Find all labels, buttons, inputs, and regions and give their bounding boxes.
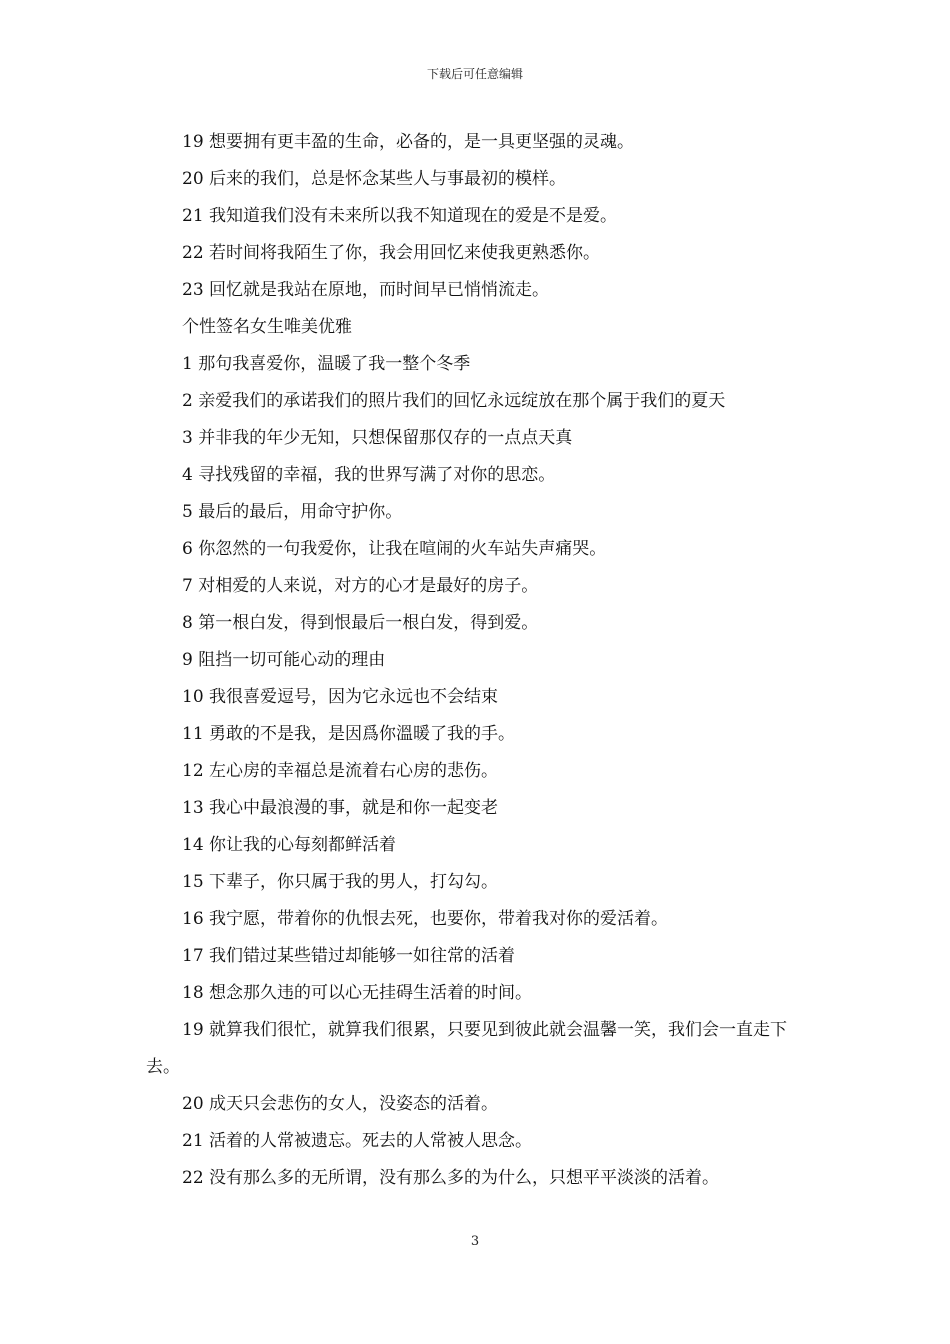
text-line: 22 没有那么多的无所谓，没有那么多的为什么，只想平平淡淡的活着。 xyxy=(182,1168,720,1188)
text-line: 11 勇敢的不是我，是因爲你溫暖了我的手。 xyxy=(182,724,516,744)
text-line: 22 若时间将我陌生了你，我会用回忆来使我更熟悉你。 xyxy=(182,243,601,263)
text-line: 9 阻挡一切可能心动的理由 xyxy=(182,650,386,670)
text-line: 4 寻找残留的幸福，我的世界写满了对你的思恋。 xyxy=(182,465,556,485)
text-line: 21 我知道我们没有未来所以我不知道现在的爱是不是爱。 xyxy=(182,206,618,226)
text-line: 3 并非我的年少无知，只想保留那仅存的一点点天真 xyxy=(182,428,573,448)
text-line: 15 下辈子，你只属于我的男人，打勾勾。 xyxy=(182,872,499,892)
text-line: 5 最后的最后，用命守护你。 xyxy=(182,502,403,522)
text-line: 6 你忽然的一句我爱你，让我在喧闹的火车站失声痛哭。 xyxy=(182,539,607,559)
document-body xyxy=(146,124,808,1197)
text-line: 20 成天只会悲伤的女人，没姿态的活着。 xyxy=(182,1094,499,1114)
text-line: 20 后来的我们，总是怀念某些人与事最初的模样。 xyxy=(182,169,567,189)
text-line: 8 第一根白发，得到恨最后一根白发，得到爱。 xyxy=(182,613,539,633)
text-line: 12 左心房的幸福总是流着右心房的悲伤。 xyxy=(182,761,499,781)
text-line: 2 亲爱我们的承诺我们的照片我们的回忆永远绽放在那个属于我们的夏天 xyxy=(182,391,726,411)
text-line: 18 想念那久违的可以心无挂碍生活着的时间。 xyxy=(182,983,533,1003)
text-line: 10 我很喜爱逗号，因为它永远也不会结束 xyxy=(182,687,499,707)
text-line: 14 你让我的心每刻都鲜活着 xyxy=(182,835,397,855)
text-line: 13 我心中最浪漫的事，就是和你一起变老 xyxy=(182,798,499,818)
section-heading: 个性签名女生唯美优雅 xyxy=(182,317,352,337)
text-line: 1 那句我喜爱你，温暖了我一整个冬季 xyxy=(182,354,471,374)
text-line: 17 我们错过某些错过却能够一如往常的活着 xyxy=(182,946,516,966)
text-paragraph: 19 就算我们很忙，就算我们很累，只要见到彼此就会温馨一笑，我们会一直走下去。 xyxy=(146,1020,788,1077)
text-line: 7 对相爱的人来说，对方的心才是最好的房子。 xyxy=(182,576,539,596)
page-header: 下载后可任意编辑 xyxy=(426,67,523,81)
page-number: 3 xyxy=(470,1234,480,1249)
text-line: 16 我宁愿，带着你的仇恨去死，也要你，带着我对你的爱活着。 xyxy=(182,909,669,929)
text-line: 23 回忆就是我站在原地，而时间早已悄悄流走。 xyxy=(182,280,550,300)
text-line: 21 活着的人常被遗忘。死去的人常被人思念。 xyxy=(182,1131,533,1151)
text-line: 19 想要拥有更丰盈的生命，必备的，是一具更坚强的灵魂。 xyxy=(182,132,635,152)
